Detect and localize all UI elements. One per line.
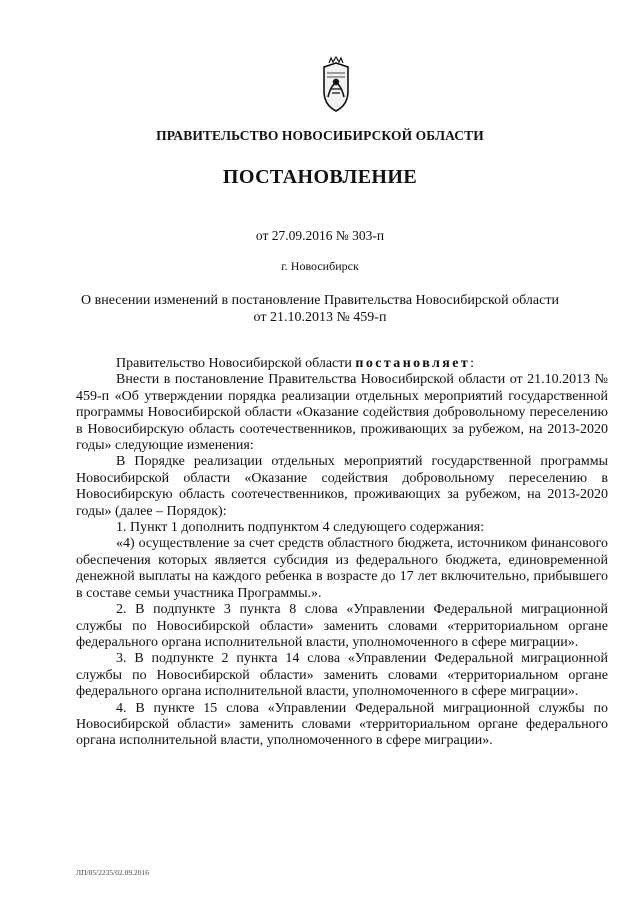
subject-line-1: О внесении изменений в постановление Правительства Новосибирской области [81,293,559,308]
intro-suffix: : [470,356,475,371]
body-paragraph: Внести в постановление Правительства Новосибирской области от 21.10.2013 № 459-п «Об утверждении порядка реализации отдельных мероприятий государственной программы Новосибирской области «Оказание содействия добровольному переселению в Новосибирскую область соотечественников, проживающих за рубежом, на 2013-2020 годы» следующие изменения: [76,372,608,454]
body-paragraph: В Порядке реализации отдельных мероприятий государственной программы Новосибирской области «Оказание содействия добровольному переселению в Новосибирскую область соотечественников, проживающих за рубежом, на 2013-2020 годы» (далее – Порядок): [76,454,608,519]
organization-name: ПРАВИТЕЛЬСТВО НОВОСИБИРСКОЙ ОБЛАСТИ [156,128,484,143]
document-city: г. Новосибирск [281,259,359,273]
document-body [76,356,608,750]
body-paragraph: 1. Пункт 1 дополнить подпунктом 4 следующего содержания: [116,520,485,536]
document-type-title: ПОСТАНОВЛЕНИЕ [222,166,418,188]
intro-prefix: Правительство Новосибирской области [116,356,356,371]
coat-of-arms-icon [316,55,356,115]
footer-code: ЛП/05/2235/02.09.2016 [76,868,150,877]
subject-line-2: от 21.10.2013 № 459-п [253,310,387,325]
document-subject [0,292,640,326]
body-paragraph: 2. В подпункте 3 пункта 8 слова «Управлении Федеральной миграционной службы по Новосибирской области» заменить словами «территориальном органе федерального органа исполнительной власти, уполномоченного в сфере миграции». [76,602,608,650]
intro-verb: постановляет [355,356,471,371]
document-date-number: от 27.09.2016 № 303-п [255,228,385,243]
body-paragraph: 3. В подпункте 2 пункта 14 слова «Управлении Федеральной миграционной службы по Новосибирской области» заменить словами «территориальном органе федерального органа исполнительной власти, уполномоченного в сфере миграции». [76,651,608,700]
body-paragraph: «4) осуществление за счет средств областного бюджета, источником финансового обеспечения которых является субсидия из федерального бюджета, единовременной денежной выплаты на каждого ребенка в возрасте до 17 лет включительно, прибывшего в составе семьи участника Программы.». [76,536,608,601]
body-paragraph: 4. В пункте 15 слова «Управлении Федеральной миграционной службы по Новосибирской области» заменить словами «территориальном органе федерального органа исполнительной власти, уполномоченного в сфере миграции». [76,700,608,749]
intro-paragraph [76,356,608,372]
